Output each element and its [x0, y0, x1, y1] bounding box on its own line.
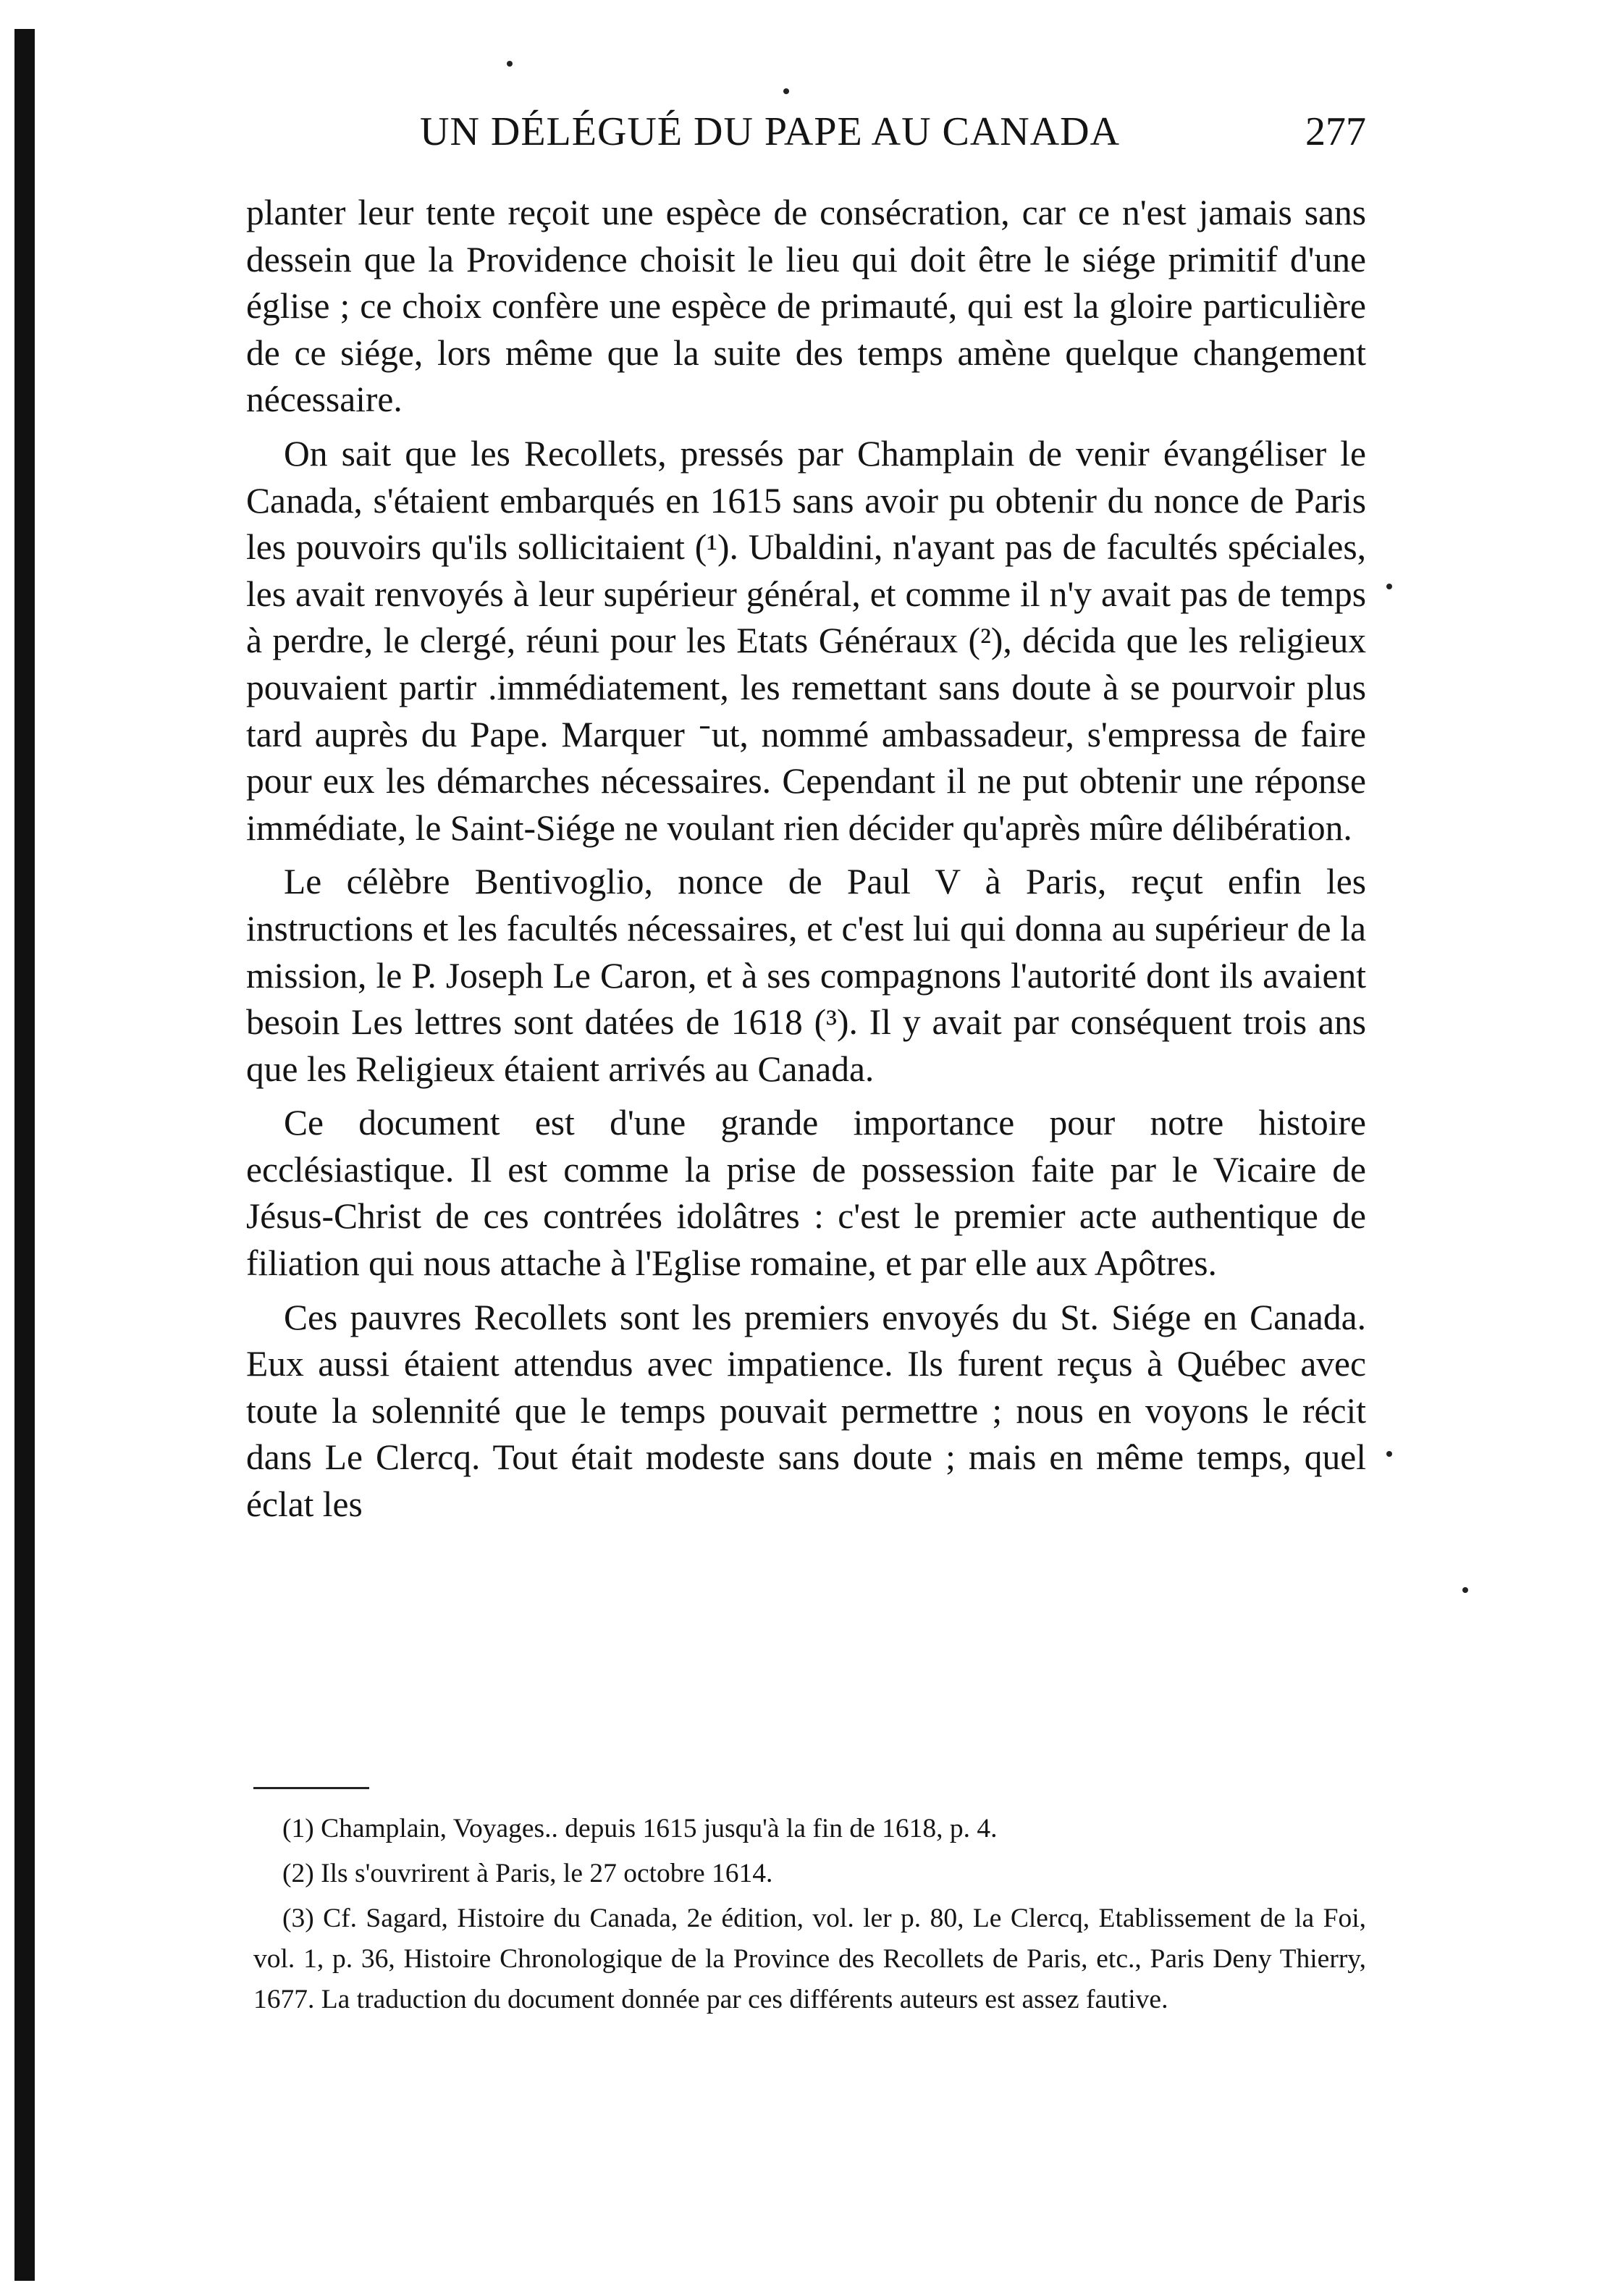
- footnotes: [253, 1809, 1366, 2024]
- footnote-1: (1) Champlain, Voyages.. depuis 1615 jusqu'à la fin de 1618, p. 4.: [282, 1814, 998, 1843]
- ink-speck: [1462, 1587, 1468, 1593]
- page-number: 277: [1305, 109, 1366, 154]
- paragraph-document-importance: Ce document est d'une grande importance pour notre histoire ecclésiastique. Il est comme la prise de possession faite par le Vicaire de Jésus-Christ de ces contrées idolâtres : c'est le premier acte authentique de filiation qui nous attache à l'Eglise romaine, et par elle aux Apôtres.: [246, 1103, 1366, 1284]
- footnote-2: (2) Ils s'ouvrirent à Paris, le 27 octobre 1614.: [282, 1859, 773, 1888]
- paragraph-recollets-arrival: Ces pauvres Recollets sont les premiers envoyés du St. Siége en Canada. Eux aussi étaient attendus avec impatience. Ils furent reçus à Québec avec toute la solennité que le temps pouvait permettre ; nous en voyons le récit dans Le Clercq. Tout était modeste sans doute ; mais en même temps, quel éclat les: [246, 1297, 1366, 1525]
- ink-speck: [1386, 1451, 1392, 1457]
- ink-speck: [507, 61, 513, 67]
- ink-speck: [1386, 584, 1392, 589]
- ink-speck: [783, 88, 789, 94]
- running-title: UN DÉLÉGUÉ DU PAPE AU CANADA: [420, 109, 1121, 154]
- footnote-3: (3) Cf. Sagard, Histoire du Canada, 2e édition, vol. ler p. 80, Le Clercq, Etablissement de la Foi, vol. 1, p. 36, Histoire Chronologique de la Province des Recollets de Paris, etc., Paris Deny Thierry, 1677. La traduction du document donnée par ces différents auteurs est assez fautive.: [253, 1904, 1366, 2014]
- paragraph-continued: planter leur tente reçoit une espèce de consécration, car ce n'est jamais sans dessein que la Providence choisit le lieu qui doit être le siége primitif d'une église ; ce choix confère une espèce de primauté, qui est la gloire particulière de ce siége, lors même que la suite des temps amène quelque changement nécessaire.: [246, 193, 1366, 420]
- paragraph-recollets-departure: On sait que les Recollets, pressés par Champlain de venir évangéliser le Canada, s'étaient embarqués en 1615 sans avoir pu obtenir du nonce de Paris les pouvoirs qu'ils sollicitaient (¹). Ubaldini, n'ayant pas de facultés spéciales, les avait renvoyés à leur supérieur général, et comme il n'y avait pas de temps à perdre, le clergé, réuni pour les Etats Généraux (²), décida que les religieux pouvaient partir .immédiatement, les remettant sans doute à se pourvoir plus tard auprès du Pape. Marquer ᐨut, nommé ambassadeur, s'empressa de faire pour eux les démarches nécessaires. Cependant il ne put obtenir une réponse immédiate, le Saint-Siége ne voulant rien décider qu'après mûre délibération.: [246, 433, 1366, 848]
- footnote-rule: [253, 1787, 369, 1789]
- binding-shadow: [14, 29, 35, 2281]
- running-head: [246, 109, 1366, 167]
- page-body: [246, 190, 1366, 1536]
- paragraph-bentivoglio: Le célèbre Bentivoglio, nonce de Paul V à Paris, reçut enfin les instructions et les facultés nécessaires, et c'est lui qui donna au supérieur de la mission, le P. Joseph Le Caron, et à ses compagnons l'autorité dont ils avaient besoin Les lettres sont datées de 1618 (³). Il y avait par conséquent trois ans que les Religieux étaient arrivés au Canada.: [246, 862, 1366, 1089]
